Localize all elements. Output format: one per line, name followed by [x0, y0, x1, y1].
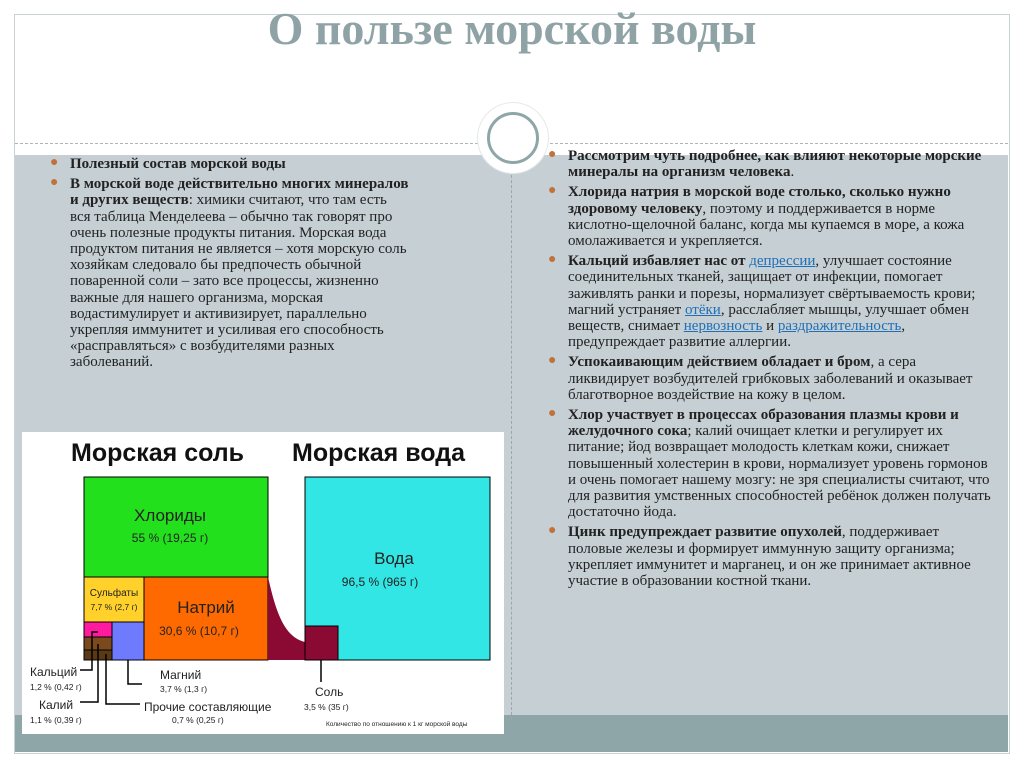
- item-heading: В морской воде действительно многих минералов и других веществ: [70, 176, 409, 209]
- water-label: Вода: [374, 549, 414, 568]
- magnesium-value: 3,7 % (1,3 г): [160, 684, 208, 694]
- item-text: , предупреждает развитие аллергии.: [568, 318, 906, 351]
- bullet-icon: ●: [548, 523, 557, 539]
- link-depression[interactable]: депрессии: [749, 253, 816, 270]
- magnesium-leader-line: [128, 660, 142, 684]
- item-text: ; калий очищает клетки и регулирует их питание; йод возвращает молодость клеткам кожи, снижает повышенный холестерин в крови, нормализует уровень гормонов и очень помогает нашему мозгу: не зря специалисты считают, что для развития умственных способностей ребёнок должен получать достаточно йода.: [568, 423, 991, 521]
- left-column: [46, 156, 410, 375]
- potassium-value: 1,1 % (0,39 г): [30, 715, 82, 725]
- sea-salt-infographic: [22, 432, 504, 734]
- water-value: 96,5 % (965 г): [341, 575, 419, 589]
- bullet-icon: ●: [548, 183, 557, 199]
- bullet-icon: ●: [548, 252, 557, 268]
- list-item: [544, 148, 994, 180]
- salt-value: 3,5 % (35 г): [304, 702, 349, 712]
- calcium-label: Кальций: [30, 665, 78, 679]
- salt-title: Морская соль: [71, 439, 245, 467]
- infographic-footnote: Количество по отношению к 1 кг морской воды: [326, 721, 468, 728]
- item-heading: Успокаивающим действием обладает и бром: [568, 354, 871, 371]
- sodium-label: Натрий: [177, 598, 235, 617]
- sulfates-value: 7,7 % (2,7 г): [90, 602, 138, 612]
- bullet-icon: ●: [50, 175, 59, 191]
- item-heading: Цинк предупреждает развитие опухолей: [568, 524, 842, 541]
- item-heading: Хлор участвует в процессах образования плазмы крови и желудочного сока: [568, 407, 959, 440]
- other-leader-line: [106, 654, 140, 704]
- funnel-shape: [268, 577, 305, 660]
- calcium-value: 1,2 % (0,42 г): [30, 682, 82, 692]
- bullet-icon: ●: [548, 353, 557, 369]
- chlorides-label: Хлориды: [134, 506, 206, 525]
- slide-title: О пользе морской воды: [267, 3, 757, 54]
- item-text: и: [762, 318, 778, 335]
- ring-icon: [487, 112, 539, 164]
- link-edema[interactable]: отёки: [684, 301, 721, 318]
- magnesium-label: Магний: [160, 668, 202, 682]
- item-text: .: [790, 164, 795, 181]
- item-text: , поддерживает половые железы и формирует иммунную защиту организма; укрепляет иммунитет и марганец, и он же принимает активное участие в образовании костной ткани.: [568, 524, 971, 590]
- salt-label: Соль: [315, 685, 344, 699]
- link-irritability[interactable]: раздражительность: [777, 318, 902, 335]
- salt-block: [305, 626, 338, 660]
- magnesium-block: [112, 622, 144, 660]
- chlorides-block: [84, 477, 268, 577]
- list-item: [544, 354, 994, 403]
- bullet-icon: ●: [548, 406, 557, 422]
- bullet-icon: ●: [548, 147, 557, 162]
- list-item: [544, 253, 994, 350]
- other-value: 0,7 % (0,25 г): [172, 715, 224, 725]
- list-item: [544, 184, 994, 249]
- item-heading: Полезный состав морской воды: [70, 156, 286, 172]
- item-heading: Рассмотрим чуть подробнее, как влияют некоторые морские минералы на организм человека: [568, 148, 982, 181]
- column-divider: [511, 160, 512, 720]
- item-heading: Кальций избавляет нас от: [568, 253, 750, 270]
- bullet-icon: ●: [50, 155, 59, 170]
- other-label: Прочие составляющие: [144, 700, 272, 714]
- calcium-block: [84, 622, 112, 637]
- list-item: [544, 524, 994, 589]
- link-nervousness[interactable]: нервозность: [683, 318, 763, 335]
- sulfates-label: Сульфаты: [89, 588, 139, 599]
- item-text: , а сера ликвидирует возбудителей грибковых заболеваний и оказывает благотворное воздействие на кожу в целом.: [568, 354, 973, 403]
- item-text: , расслабляет мышцы, улучшает обмен веществ, снимает: [568, 301, 969, 335]
- list-item: [46, 156, 410, 172]
- sodium-value: 30,6 % (10,7 г): [159, 624, 239, 638]
- list-item: [46, 176, 410, 370]
- potassium-label: Калий: [39, 698, 74, 712]
- sulfates-block: [84, 577, 144, 622]
- sodium-block: [144, 577, 268, 660]
- item-heading: Хлорида натрия в морской воде столько, сколько нужно здоровому человеку: [568, 184, 951, 217]
- chlorides-value: 55 % (19,25 г): [131, 531, 209, 545]
- right-column: [544, 148, 994, 593]
- item-text: , улучшает состояние соединительных тканей, защищает от инфекции, помогает заживлять ранки и порезы, нормализует свёртываемость крови; магний устраняет: [568, 253, 976, 318]
- item-text: , поэтому и поддерживается в норме кислотно-щелочной баланс, когда мы купаемся в море, а кожа омолаживается и укрепляется.: [568, 200, 965, 250]
- water-title: Морская вода: [292, 439, 465, 467]
- item-text: : химики считают, что там есть вся таблица Менделеева – обычно так говорят про очень полезные продукты питания. Морская вода продуктом питания не является – хотя морскую соль хозяйкам следовало бы предпочесть обычной поваренной соли – зато все процессы, жизненно важные для нашего организма, морская водастимулирует и активизирует, параллельно укрепляя иммунитет и усиливая его способность «расправляться» с возбудителями разных заболеваний.: [70, 192, 407, 371]
- list-item: [544, 407, 994, 520]
- infographic-svg: [22, 432, 504, 734]
